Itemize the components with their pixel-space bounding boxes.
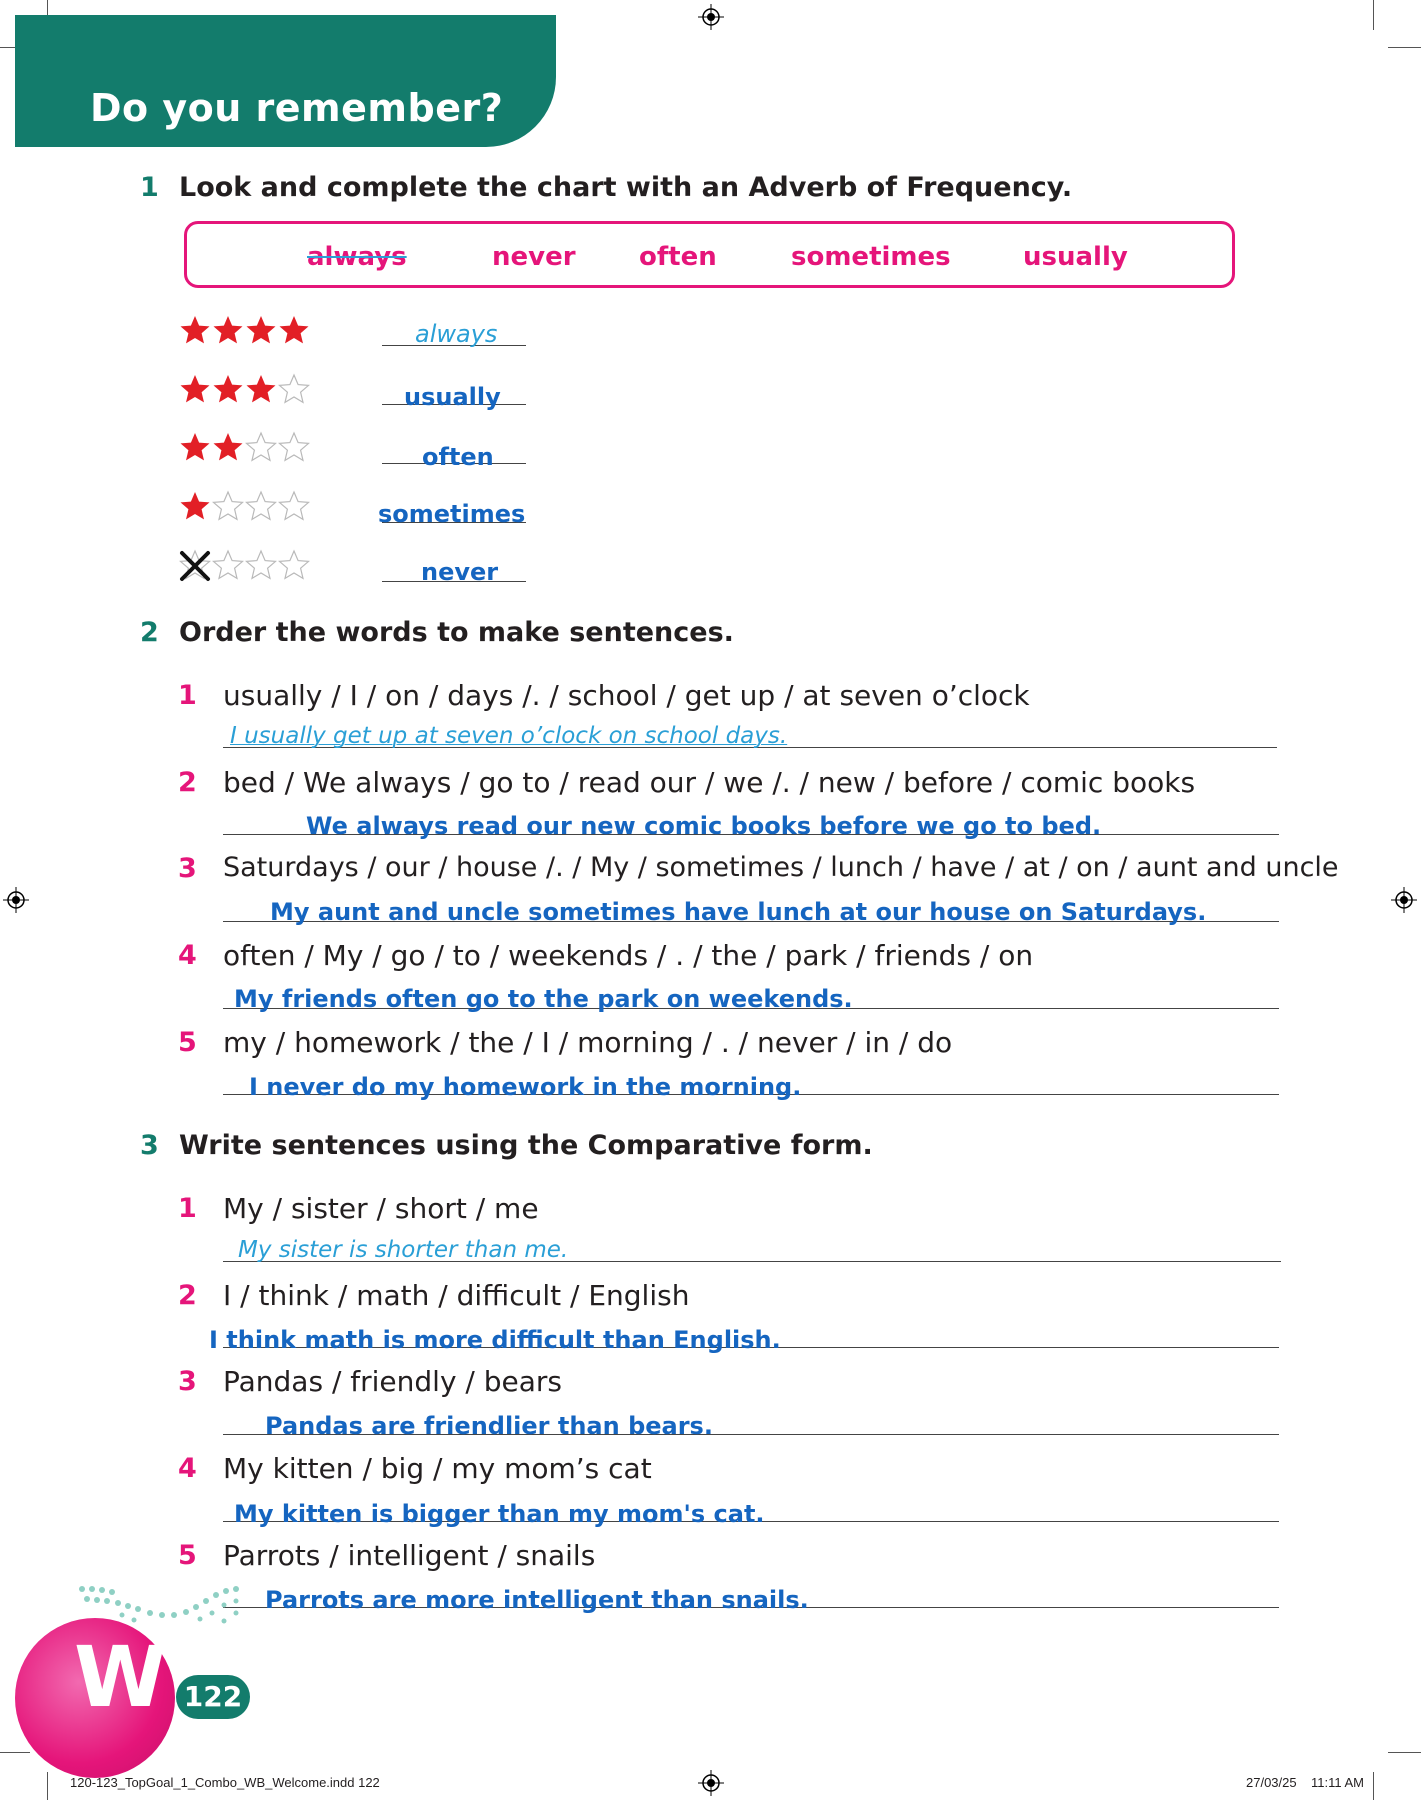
answer-text: often bbox=[422, 443, 494, 471]
star-empty-icon bbox=[278, 431, 310, 463]
word-box-word: sometimes bbox=[791, 242, 951, 272]
star-filled-icon bbox=[212, 314, 244, 346]
item-prompt: Saturdays / our / house /. / My / sometimes / lunch / have / at / on / aunt and uncle bbox=[223, 852, 1339, 883]
answer-text: always bbox=[415, 320, 498, 348]
logo-letter: W bbox=[74, 1628, 167, 1726]
item-prompt: I / think / math / difficult / English bbox=[223, 1279, 690, 1312]
registration-mark-icon bbox=[698, 4, 724, 30]
star-filled-icon bbox=[245, 373, 277, 405]
answer-text: I never do my homework in the morning. bbox=[249, 1073, 802, 1101]
section-title: Order the words to make sentences. bbox=[179, 617, 734, 648]
item-number: 2 bbox=[178, 1280, 197, 1311]
word-box-word: often bbox=[639, 242, 717, 272]
answer-text: My aunt and uncle sometimes have lunch at our house on Saturdays. bbox=[270, 898, 1207, 926]
star-filled-icon bbox=[179, 490, 211, 522]
item-number: 4 bbox=[178, 940, 197, 971]
star-rating bbox=[179, 314, 310, 348]
answer-text: Parrots are more intelligent than snails. bbox=[265, 1586, 809, 1614]
word-box-word: always bbox=[307, 242, 407, 272]
star-filled-icon bbox=[278, 314, 310, 346]
item-prompt: My kitten / big / my mom’s cat bbox=[223, 1452, 652, 1485]
item-prompt: usually / I / on / days /. / school / get up / at seven o’clock bbox=[223, 679, 1030, 712]
section-number: 3 bbox=[140, 1130, 159, 1161]
star-filled-icon bbox=[179, 314, 211, 346]
footer-date: 27/03/25 bbox=[1246, 1775, 1297, 1790]
star-empty-icon bbox=[212, 549, 244, 581]
item-number: 1 bbox=[178, 680, 197, 711]
item-prompt: often / My / go / to / weekends / . / the / park / friends / on bbox=[223, 939, 1034, 972]
item-prompt: bed / We always / go to / read our / we /. / new / before / comic books bbox=[223, 766, 1196, 799]
section-number: 2 bbox=[140, 617, 159, 648]
registration-mark-icon bbox=[698, 1770, 724, 1796]
item-prompt: Parrots / intelligent / snails bbox=[223, 1539, 596, 1572]
answer-text: I think math is more difficult than English. bbox=[209, 1326, 781, 1354]
footer-file: 120-123_TopGoal_1_Combo_WB_Welcome.indd 122 bbox=[70, 1775, 380, 1790]
item-prompt: my / homework / the / I / morning / . / never / in / do bbox=[223, 1026, 953, 1059]
item-number: 4 bbox=[178, 1453, 197, 1484]
star-empty-icon bbox=[245, 549, 277, 581]
crop-mark bbox=[0, 1752, 30, 1753]
star-filled-icon bbox=[179, 373, 211, 405]
answer-text: Pandas are friendlier than bears. bbox=[265, 1412, 713, 1440]
answer-text: We always read our new comic books before we go to bed. bbox=[306, 812, 1102, 840]
star-rating bbox=[179, 490, 310, 524]
crop-mark bbox=[1388, 1752, 1421, 1753]
star-filled-icon bbox=[179, 431, 211, 463]
answer-text: My friends often go to the park on weekends. bbox=[234, 985, 853, 1013]
section-number: 1 bbox=[140, 172, 159, 203]
page-number: 122 bbox=[176, 1675, 250, 1719]
registration-mark-icon bbox=[1391, 887, 1417, 913]
crop-mark bbox=[1373, 1772, 1374, 1800]
word-box-word: usually bbox=[1023, 242, 1128, 272]
star-filled-icon bbox=[212, 373, 244, 405]
star-filled-icon bbox=[212, 431, 244, 463]
section-title: Look and complete the chart with an Adverb of Frequency. bbox=[179, 172, 1073, 203]
crop-mark bbox=[1373, 0, 1374, 30]
crop-mark bbox=[1388, 47, 1421, 48]
item-prompt: Pandas / friendly / bears bbox=[223, 1365, 563, 1398]
item-number: 5 bbox=[178, 1027, 197, 1058]
item-number: 5 bbox=[178, 1540, 197, 1571]
item-prompt: My / sister / short / me bbox=[223, 1192, 539, 1225]
item-number: 2 bbox=[178, 767, 197, 798]
page-title: Do you remember? bbox=[90, 86, 504, 130]
star-empty-icon bbox=[245, 431, 277, 463]
star-empty-icon bbox=[212, 490, 244, 522]
star-filled-icon bbox=[245, 314, 277, 346]
footer-time: 11:11 AM bbox=[1311, 1775, 1364, 1790]
word-box bbox=[184, 221, 1235, 288]
star-empty-icon bbox=[245, 490, 277, 522]
answer-text: usually bbox=[404, 383, 501, 411]
star-rating bbox=[179, 431, 310, 465]
answer-text: My sister is shorter than me. bbox=[238, 1237, 569, 1263]
item-number: 3 bbox=[178, 853, 197, 884]
star-empty-icon bbox=[278, 490, 310, 522]
answer-text: My kitten is bigger than my mom's cat. bbox=[234, 1500, 765, 1528]
star-empty-icon bbox=[278, 549, 310, 581]
word-box-word: never bbox=[492, 242, 576, 272]
cross-mark-icon bbox=[178, 549, 212, 583]
crop-mark bbox=[47, 1772, 48, 1800]
star-rating bbox=[179, 373, 310, 407]
section-title: Write sentences using the Comparative form. bbox=[179, 1130, 873, 1161]
star-empty-icon bbox=[278, 373, 310, 405]
item-number: 1 bbox=[178, 1193, 197, 1224]
item-number: 3 bbox=[178, 1366, 197, 1397]
answer-text: sometimes bbox=[378, 500, 526, 528]
answer-text: I usually get up at seven o’clock on school days. bbox=[230, 723, 788, 749]
answer-text: never bbox=[421, 558, 499, 586]
registration-mark-icon bbox=[3, 887, 29, 913]
